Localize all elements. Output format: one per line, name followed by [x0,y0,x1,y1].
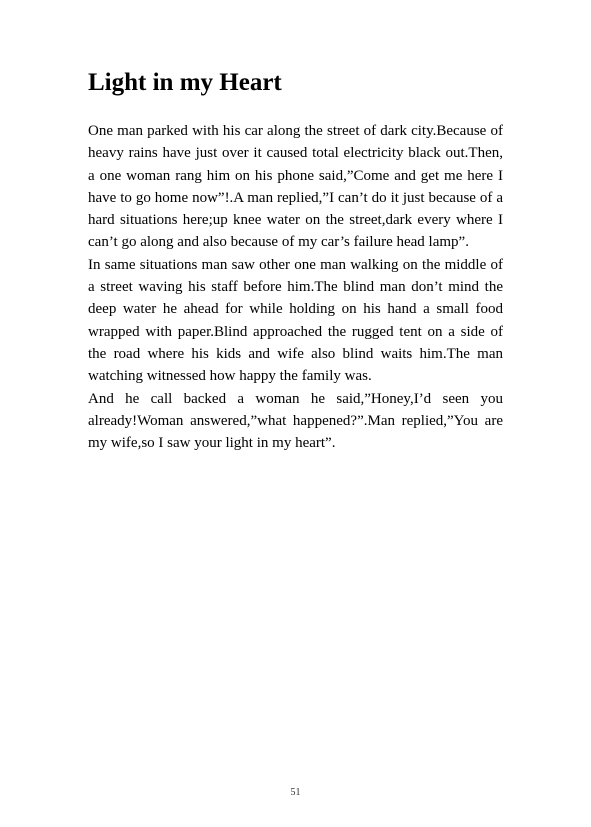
page-title: Light in my Heart [88,69,282,96]
paragraph: In same situations man saw other one man walking on the middle of a street waving his staff before him.The blind man don’t mind the deep water he ahead for while holding on his hand a small food wrapped with paper.Blind approached the rugged tent on a side of the road where his kids and wife also blind waits him.The man watching witnessed how happy the family was. [88,256,503,385]
story-body [88,120,503,454]
page-number: 51 [290,787,301,798]
paragraph: And he call backed a woman he said,”Honey,I’d seen you already!Woman answered,”what happened?”.Man replied,”You are my wife,so I saw your light in my heart”. [88,390,503,452]
paragraph: One man parked with his car along the street of dark city.Because of heavy rains have just over it caused total electricity black out.Then, a one woman rang him on his phone said,”Come and get me here I have to go home now”!.A man replied,”I can’t do it just because of a hard situations here;up knee water on the street,dark every where I can’t go along and also because of my car’s failure head lamp”. [88,123,503,251]
